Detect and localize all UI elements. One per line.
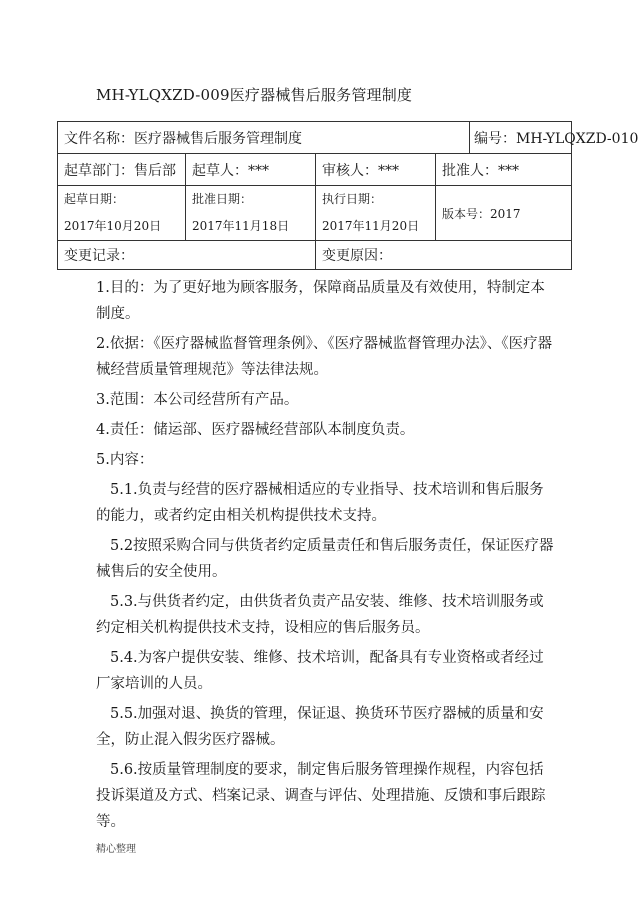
paragraph-basis: 2.依据：《医疗器械监督管理条例》、《医疗器械监督管理办法》、《医疗器械经营质量管理规范》等法律法规。 bbox=[96, 336, 553, 378]
file-name-cell: 文件名称：医疗器械售后服务管理制度 bbox=[58, 122, 470, 154]
change-reason-cell: 变更原因： bbox=[316, 241, 572, 270]
table-row bbox=[58, 122, 572, 154]
exec-date-value: 2017年11月20日 bbox=[322, 219, 420, 233]
draft-date-cell bbox=[58, 186, 186, 241]
drafter-cell: 起草人：*** bbox=[186, 154, 316, 186]
draft-date-label: 起草日期： bbox=[64, 192, 125, 206]
approver-cell: 批准人：*** bbox=[436, 154, 572, 186]
paragraph-scope: 3.范围：本公司经营所有产品。 bbox=[96, 392, 299, 408]
exec-date-label: 执行日期： bbox=[322, 192, 383, 206]
table-row bbox=[58, 241, 572, 270]
version-cell: 版本号：2017 bbox=[436, 186, 572, 241]
paragraph-5-1: 5.1.负责与经营的医疗器械相适应的专业指导、技术培训和售后服务的能力，或者约定由相关机构提供技术支持。 bbox=[96, 482, 544, 524]
reviewer-cell: 审核人：*** bbox=[316, 154, 436, 186]
paragraph-5-4: 5.4.为客户提供安装、维修、技术培训，配备具有专业资格或者经过厂家培训的人员。 bbox=[96, 650, 544, 692]
paragraph-5-6: 5.6.按质量管理制度的要求，制定售后服务管理操作规程，内容包括投诉渠道及方式、档案记录、调查与评估、处理措施、反馈和事后跟踪等。 bbox=[96, 762, 546, 830]
paragraph-responsibility: 4.责任：储运部、医疗器械经营部队本制度负责。 bbox=[96, 422, 415, 438]
footer-note: 精心整理 bbox=[96, 844, 136, 855]
document-info-table bbox=[57, 121, 639, 270]
approve-date-cell bbox=[186, 186, 316, 241]
exec-date-cell bbox=[316, 186, 436, 241]
change-record-cell: 变更记录： bbox=[58, 241, 316, 270]
paragraph-purpose: 1.目的：为了更好地为顾客服务，保障商品质量及有效使用，特制定本制度。 bbox=[96, 280, 545, 322]
approve-date-value: 2017年11月18日 bbox=[192, 219, 290, 233]
table-row bbox=[58, 186, 572, 241]
draft-department-cell: 起草部门：售后部 bbox=[58, 154, 186, 186]
document-number-cell: 编号：MH-YLQXZD-010 bbox=[470, 122, 572, 154]
paragraph-5-3: 5.3.与供货者约定，由供货者负责产品安装、维修、技术培训服务或约定相关机构提供技术支持，设相应的售后服务员。 bbox=[96, 594, 544, 636]
paragraph-5-2: 5.2按照采购合同与供货者约定质量责任和售后服务责任，保证医疗器械售后的安全使用。 bbox=[96, 538, 554, 580]
approve-date-label: 批准日期： bbox=[192, 192, 253, 206]
draft-date-value: 2017年10月20日 bbox=[64, 219, 162, 233]
document-title: MH-YLQXZD-009医疗器械售后服务管理制度 bbox=[96, 86, 413, 104]
table-row bbox=[58, 154, 572, 186]
paragraph-5-5: 5.5.加强对退、换货的管理，保证退、换货环节医疗器械的质量和安全，防止混入假劣医疗器械。 bbox=[96, 706, 544, 748]
paragraph-content-heading: 5.内容： bbox=[96, 452, 154, 468]
document-body bbox=[96, 275, 556, 835]
